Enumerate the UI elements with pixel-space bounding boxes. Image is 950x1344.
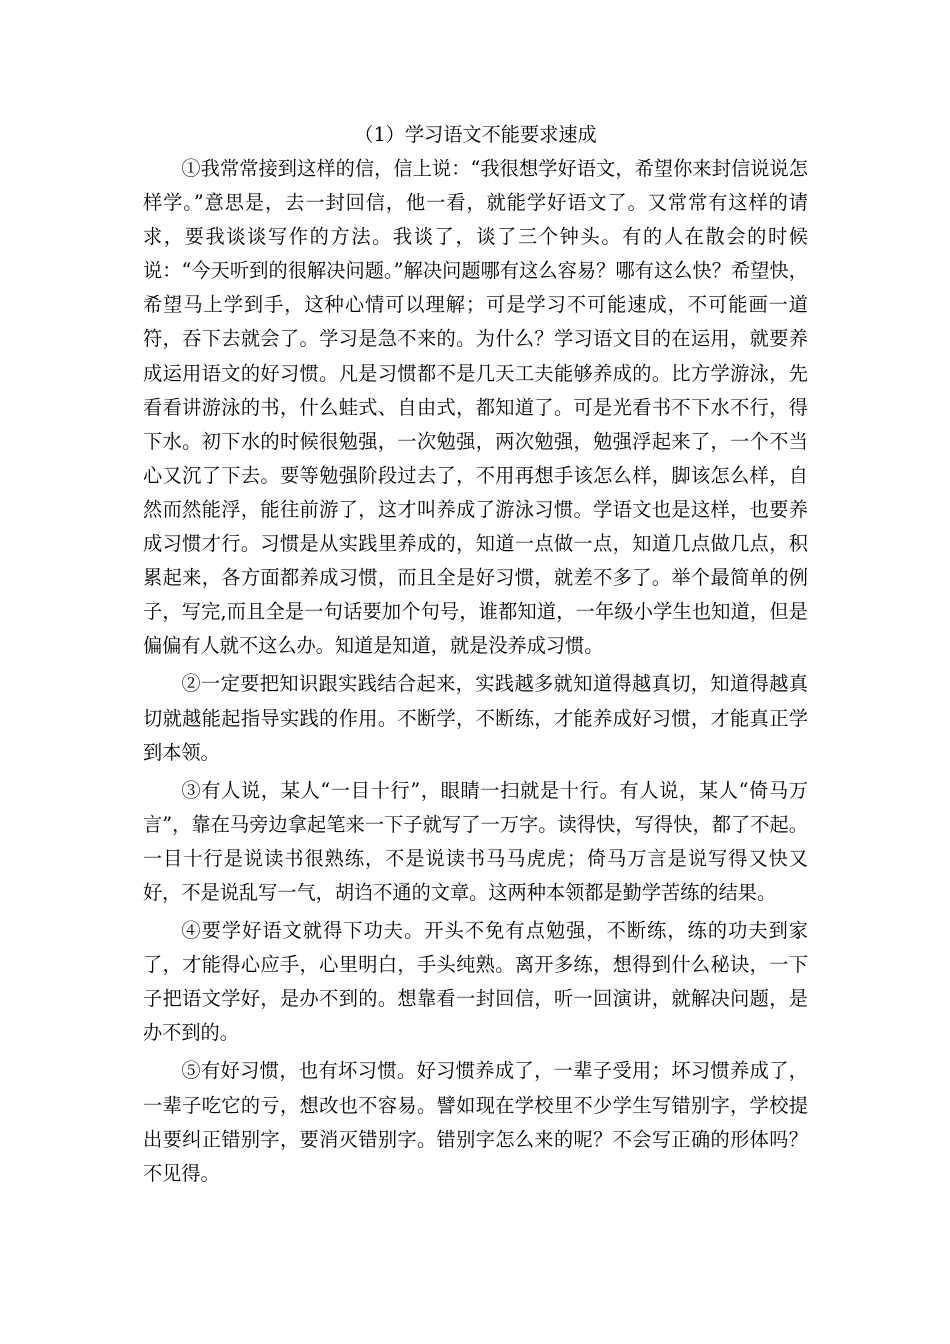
document-title: （1）学习语文不能要求速成 bbox=[354, 123, 597, 146]
paragraph-1: ①我常常接到这样的信，信上说：“我很想学好语文，希望你来封信说说怎样学。”意思是，去一封回信，他一看，就能学好语文了。又常常有这样的请求，要我谈谈写作的方法。我谈了，谈了三个钟头。有的人在散会的时候说：“今天听到的很解决问题。”解决问题哪有这么容易？哪有这么快？希望快，希望马上学到手，这种心情可以理解；可是学习不可能速成，不可能画一道符，吞下去就会了。学习是急不来的。为什么？学习语文目的在运用，就要养成运用语文的好习惯。凡是习惯都不是几天工夫能够养成的。比方学游泳，先看看讲游泳的书，什么蛙式、自由式，都知道了。可是光看书不下水不行，得下水。初下水的时候很勉强，一次勉强，两次勉强，勉强浮起来了，一个不当心又沉了下去。要等勉强阶段过去了，不用再想手该怎么样，脚该怎么样，自然而然能浮，能往前游了，这才叫养成了游泳习惯。学语文也是这样，也要养成习惯才行。习惯是从实践里养成的，知道一点做一点，知道几点做几点，积累起来，各方面都养成习惯，而且全是好习惯，就差不多了。举个最简单的例子，写完,而且全是一句话要加个句号，谁都知道，一年级小学生也知道，但是偏偏有人就不这么办。知道是知道，就是没养成习惯。 bbox=[143, 157, 808, 658]
document-body bbox=[143, 118, 808, 1191]
paragraph-5: ⑤有好习惯，也有坏习惯。好习惯养成了，一辈子受用；坏习惯养成了，一辈子吃它的亏，想改也不容易。譬如现在学校里不少学生写错别字，学校提出要纠正错别字，要消灭错别字。错别字怎么来的呢？不会写正确的形体吗？不见得。 bbox=[143, 1059, 808, 1185]
paragraph-2: ②一定要把知识跟实践结合起来，实践越多就知道得越真切，知道得越真切就越能起指导实践的作用。不断学，不断练，才能养成好习惯，才能真正学到本领。 bbox=[143, 672, 808, 764]
paragraph-4: ④要学好语文就得下功夫。开头不免有点勉强，不断练，练的功夫到家了，才能得心应手，心里明白，手头纯熟。离开多练，想得到什么秘诀，一下子把语文学好，是办不到的。想靠看一封回信，听一回演讲，就解决问题，是办不到的。 bbox=[143, 919, 808, 1045]
paragraph-3: ③有人说，某人“一目十行”，眼睛一扫就是十行。有人说，某人“倚马万言”，靠在马旁边拿起笔来一下子就写了一万字。读得快，写得快，都了不起。一目十行是说读书很熟练，不是说读书马马虎虎；倚马万言是说写得又快又好，不是说乱写一气，胡诌不通的文章。这两种本领都是勤学苦练的结果。 bbox=[143, 778, 808, 904]
